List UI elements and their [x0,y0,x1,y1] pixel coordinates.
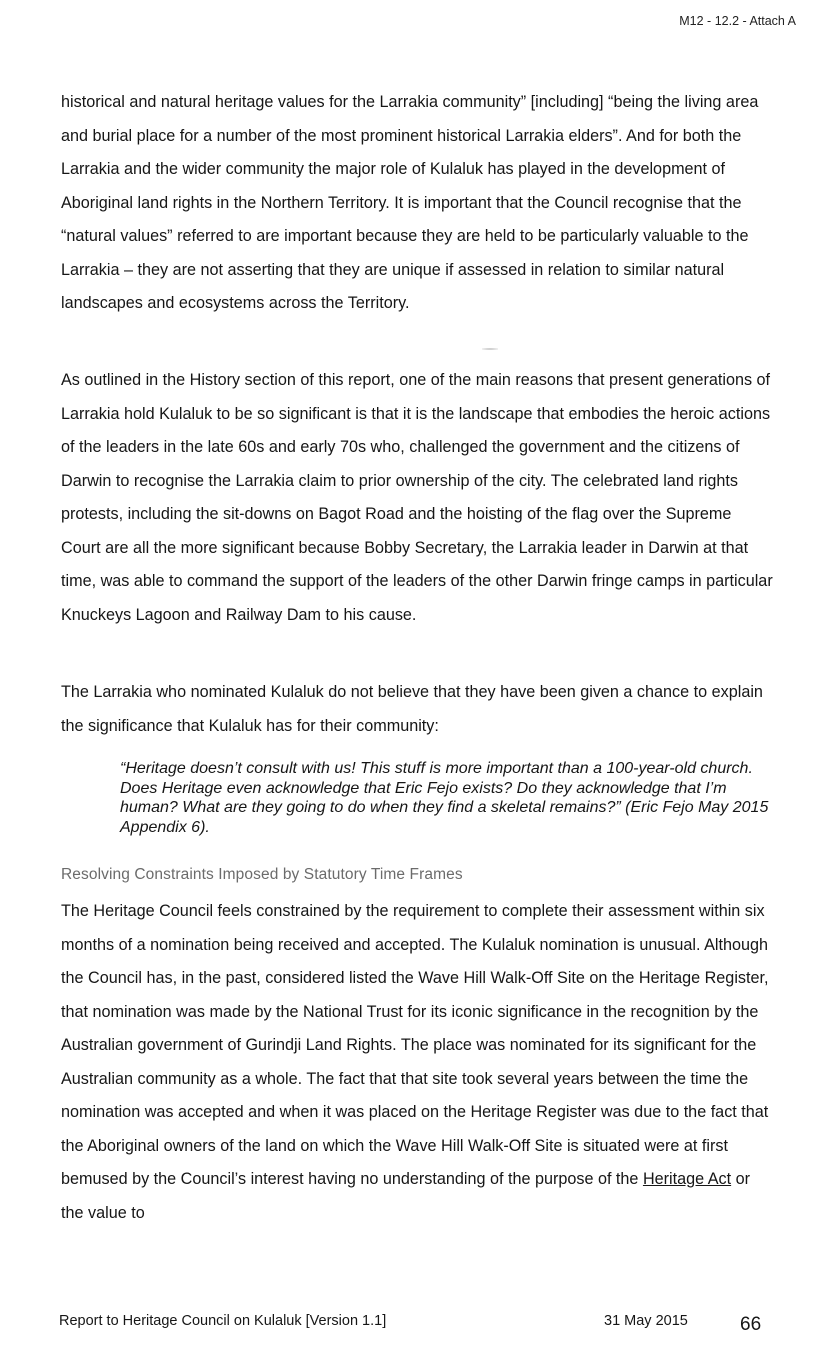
block-quote: “Heritage doesn’t consult with us! This stuff is more important than a 100-year-old church. Does Heritage even acknowledge that Eric Fejo exists? Do they acknowledge that I’m human? What are they going to do when they find a skeletal remains?” (Eric Fejo May 2015 Appendix 6). [120,760,769,836]
scan-speck [482,348,498,350]
section-heading: Resolving Constraints Imposed by Statutory Time Frames [61,866,463,883]
paragraph-constraints [61,895,773,1230]
footer-date: 31 May 2015 [604,1313,688,1329]
page-number: 66 [740,1314,762,1335]
paragraph-history: As outlined in the History section of this report, one of the main reasons that present generations of Larrakia hold Kulaluk to be so significant is that it is the landscape that embodies the heroic actions of the leaders in the late 60s and early 70s who, challenged the government and the citizens of Darwin to recognise the Larrakia claim to prior ownership of the city. The celebrated land rights protests, including the sit-downs on Bagot Road and the hoisting of the flag over the Supreme Court are all the more significant because Bobby Secretary, the Larrakia leader in Darwin at that time, was able to command the support of the leaders of the other Darwin fringe camps in particular Knuckeys Lagoon and Railway Dam to his cause. [61,371,773,624]
paragraph-nomination: The Larrakia who nominated Kulaluk do not believe that they have been given a chance to explain the significance that Kulaluk has for their community: [61,683,763,735]
heritage-act-reference: Heritage Act [642,1170,732,1188]
paragraph-constraints-tail: or the value to [61,1170,751,1222]
attachment-reference: M12 - 12.2 - Attach A [679,14,796,28]
paragraph-heritage-values: historical and natural heritage values for the Larrakia community” [including] “being the living area and burial place for a number of the most prominent historical Larrakia elders”. And for both the Larrakia and the wider community the major role of Kulaluk has played in the development of Aboriginal land rights in the Northern Territory. It is important that the Council recognise that the “natural values” referred to are important because they are held to be particularly valuable to the Larrakia – they are not asserting that they are unique if assessed in relation to similar natural landscapes and ecosystems across the Territory. [61,93,759,312]
footer-report-title: Report to Heritage Council on Kulaluk [Version 1.1] [59,1313,387,1329]
paragraph-constraints-text: The Heritage Council feels constrained by the requirement to complete their assessment within six months of a nomination being received and accepted. The Kulaluk nomination is unusual. Although the Council has, in the past, considered listed the Wave Hill Walk-Off Site on the Heritage Register, that nomination was made by the National Trust for its iconic significance in the recognition by the Australian government of Gurindji Land Rights. The place was nominated for its significant for the Australian community as a whole. The fact that that site took several years between the time the nomination was accepted and when it was placed on the Heritage Register was due to the fact that the Aboriginal owners of the land on which the Wave Hill Walk-Off Site is situated were at first bemused by the Council’s interest having no understanding of the purpose of the [61,902,769,1188]
